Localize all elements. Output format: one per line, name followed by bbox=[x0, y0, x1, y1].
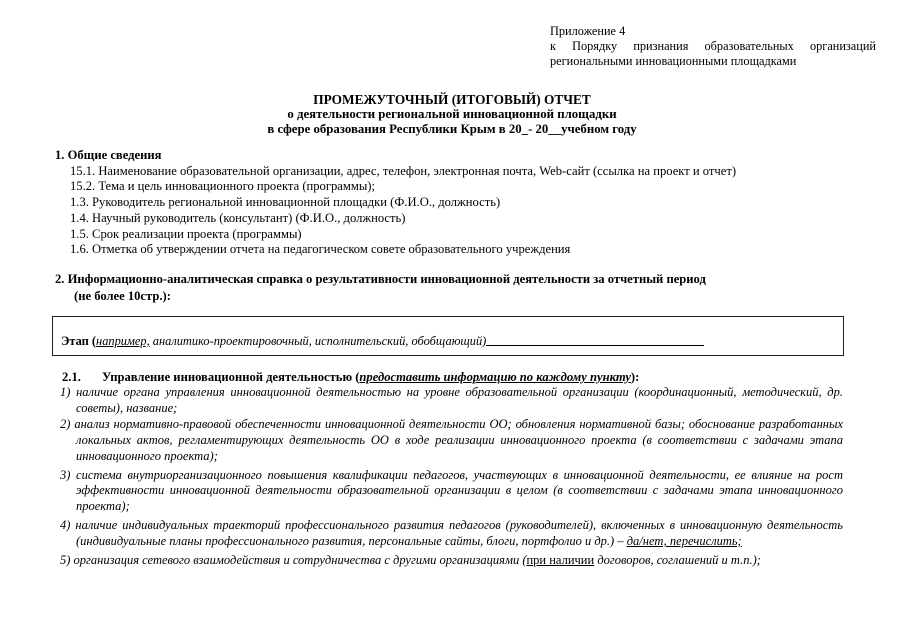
section-2-page-limit: (не более 10стр.): bbox=[74, 289, 171, 303]
point-5-text: 5) организация сетевого взаимодействия и сотрудничества с другими организациями ( bbox=[60, 553, 527, 568]
stage-line bbox=[61, 334, 704, 349]
list-item: 2) анализ нормативно-правовой обеспеченности инновационной деятельности ОО; обновления нормативной базы; обоснование разработанных локальных актов, регламентирующих деятельность ОО в ходе реализации инновационного проекта (в соответствии с задачами этапа инновационного проекта); bbox=[60, 416, 843, 463]
stage-options: аналитико-проектировочный, исполнительский, обобщающий) bbox=[149, 334, 487, 348]
appendix-header bbox=[550, 24, 876, 69]
list-item: 1) наличие органа управления инновационной деятельностью на уровне образовательной организации (координационный, методический, др. советы), название; bbox=[60, 385, 843, 415]
report-title bbox=[0, 92, 904, 137]
subsection-number: 2.1. bbox=[62, 370, 81, 384]
report-title-subject: о деятельности региональной инновационной площадки bbox=[287, 107, 617, 121]
list-item bbox=[60, 553, 843, 569]
stage-fill-line[interactable] bbox=[486, 344, 704, 346]
stage-box bbox=[52, 316, 844, 356]
subsection-2-1-heading bbox=[62, 370, 639, 385]
point-4-tail: да/нет, перечислить; bbox=[626, 534, 742, 549]
report-title-period: в сфере образования Республики Крым в 20_- 20__учебном году bbox=[267, 122, 637, 136]
list-item: 1.4. Научный руководитель (консультант) (Ф.И.О., должность) bbox=[70, 210, 406, 225]
list-item: 1.6. Отметка об утверждении отчета на педагогическом совете образовательного учреждения bbox=[70, 242, 571, 257]
point-5-condition: при наличии bbox=[526, 553, 595, 568]
appendix-number: Приложение 4 bbox=[550, 24, 626, 38]
subsection-title: Управление инновационной деятельностью ( bbox=[102, 370, 360, 384]
section-info-analytical bbox=[55, 271, 855, 305]
list-item bbox=[60, 518, 843, 550]
management-points bbox=[60, 385, 843, 569]
list-item: 1.5. Срок реализации проекта (программы) bbox=[70, 226, 302, 241]
section-1-heading: 1. Общие сведения bbox=[55, 148, 162, 162]
list-item: 15.2. Тема и цель инновационного проекта (программы); bbox=[70, 179, 375, 194]
section-2-heading: 2. Информационно-аналитическая справка о результативности инновационной деятельности за отчетный период bbox=[55, 272, 706, 286]
list-item: 15.1. Наименование образовательной организации, адрес, телефон, электронная почта, Web-сайт (ссылка на проект и отчет) bbox=[70, 163, 737, 178]
appendix-reference-cont: региональными инновационными площадками bbox=[550, 54, 797, 68]
subsection-hint: предоставить информацию по каждому пункту bbox=[359, 370, 631, 384]
point-4-text: 4) наличие индивидуальных траекторий профессионального развития педагогов (руководителей), включенных в инновационную деятельность (индивидуальные планы профессионального развития, персональные сайты, блоги, портфолио и др.) – bbox=[60, 518, 843, 549]
report-title-main: ПРОМЕЖУТОЧНЫЙ (ИТОГОВЫЙ) ОТЧЕТ bbox=[313, 92, 591, 107]
list-item: 1.3. Руководитель региональной инновационной площадки (Ф.И.О., должность) bbox=[70, 195, 501, 210]
point-5-tail: договоров, соглашений и т.п.); bbox=[594, 553, 761, 568]
stage-example: например, bbox=[96, 334, 150, 348]
subsection-close: ): bbox=[630, 370, 640, 384]
stage-label: Этап ( bbox=[61, 334, 97, 348]
list-item: 3) система внутриорганизационного повышения квалификации педагогов, участвующих в инновационной деятельности, ее влияние на рост эффективности инновационной деятельности образовательной организации в целом (в соответствии с задачами этапа инновационного проекта); bbox=[60, 467, 843, 514]
appendix-reference: к Порядку признания образовательных организаций bbox=[550, 39, 876, 53]
section-general-info bbox=[55, 148, 855, 258]
